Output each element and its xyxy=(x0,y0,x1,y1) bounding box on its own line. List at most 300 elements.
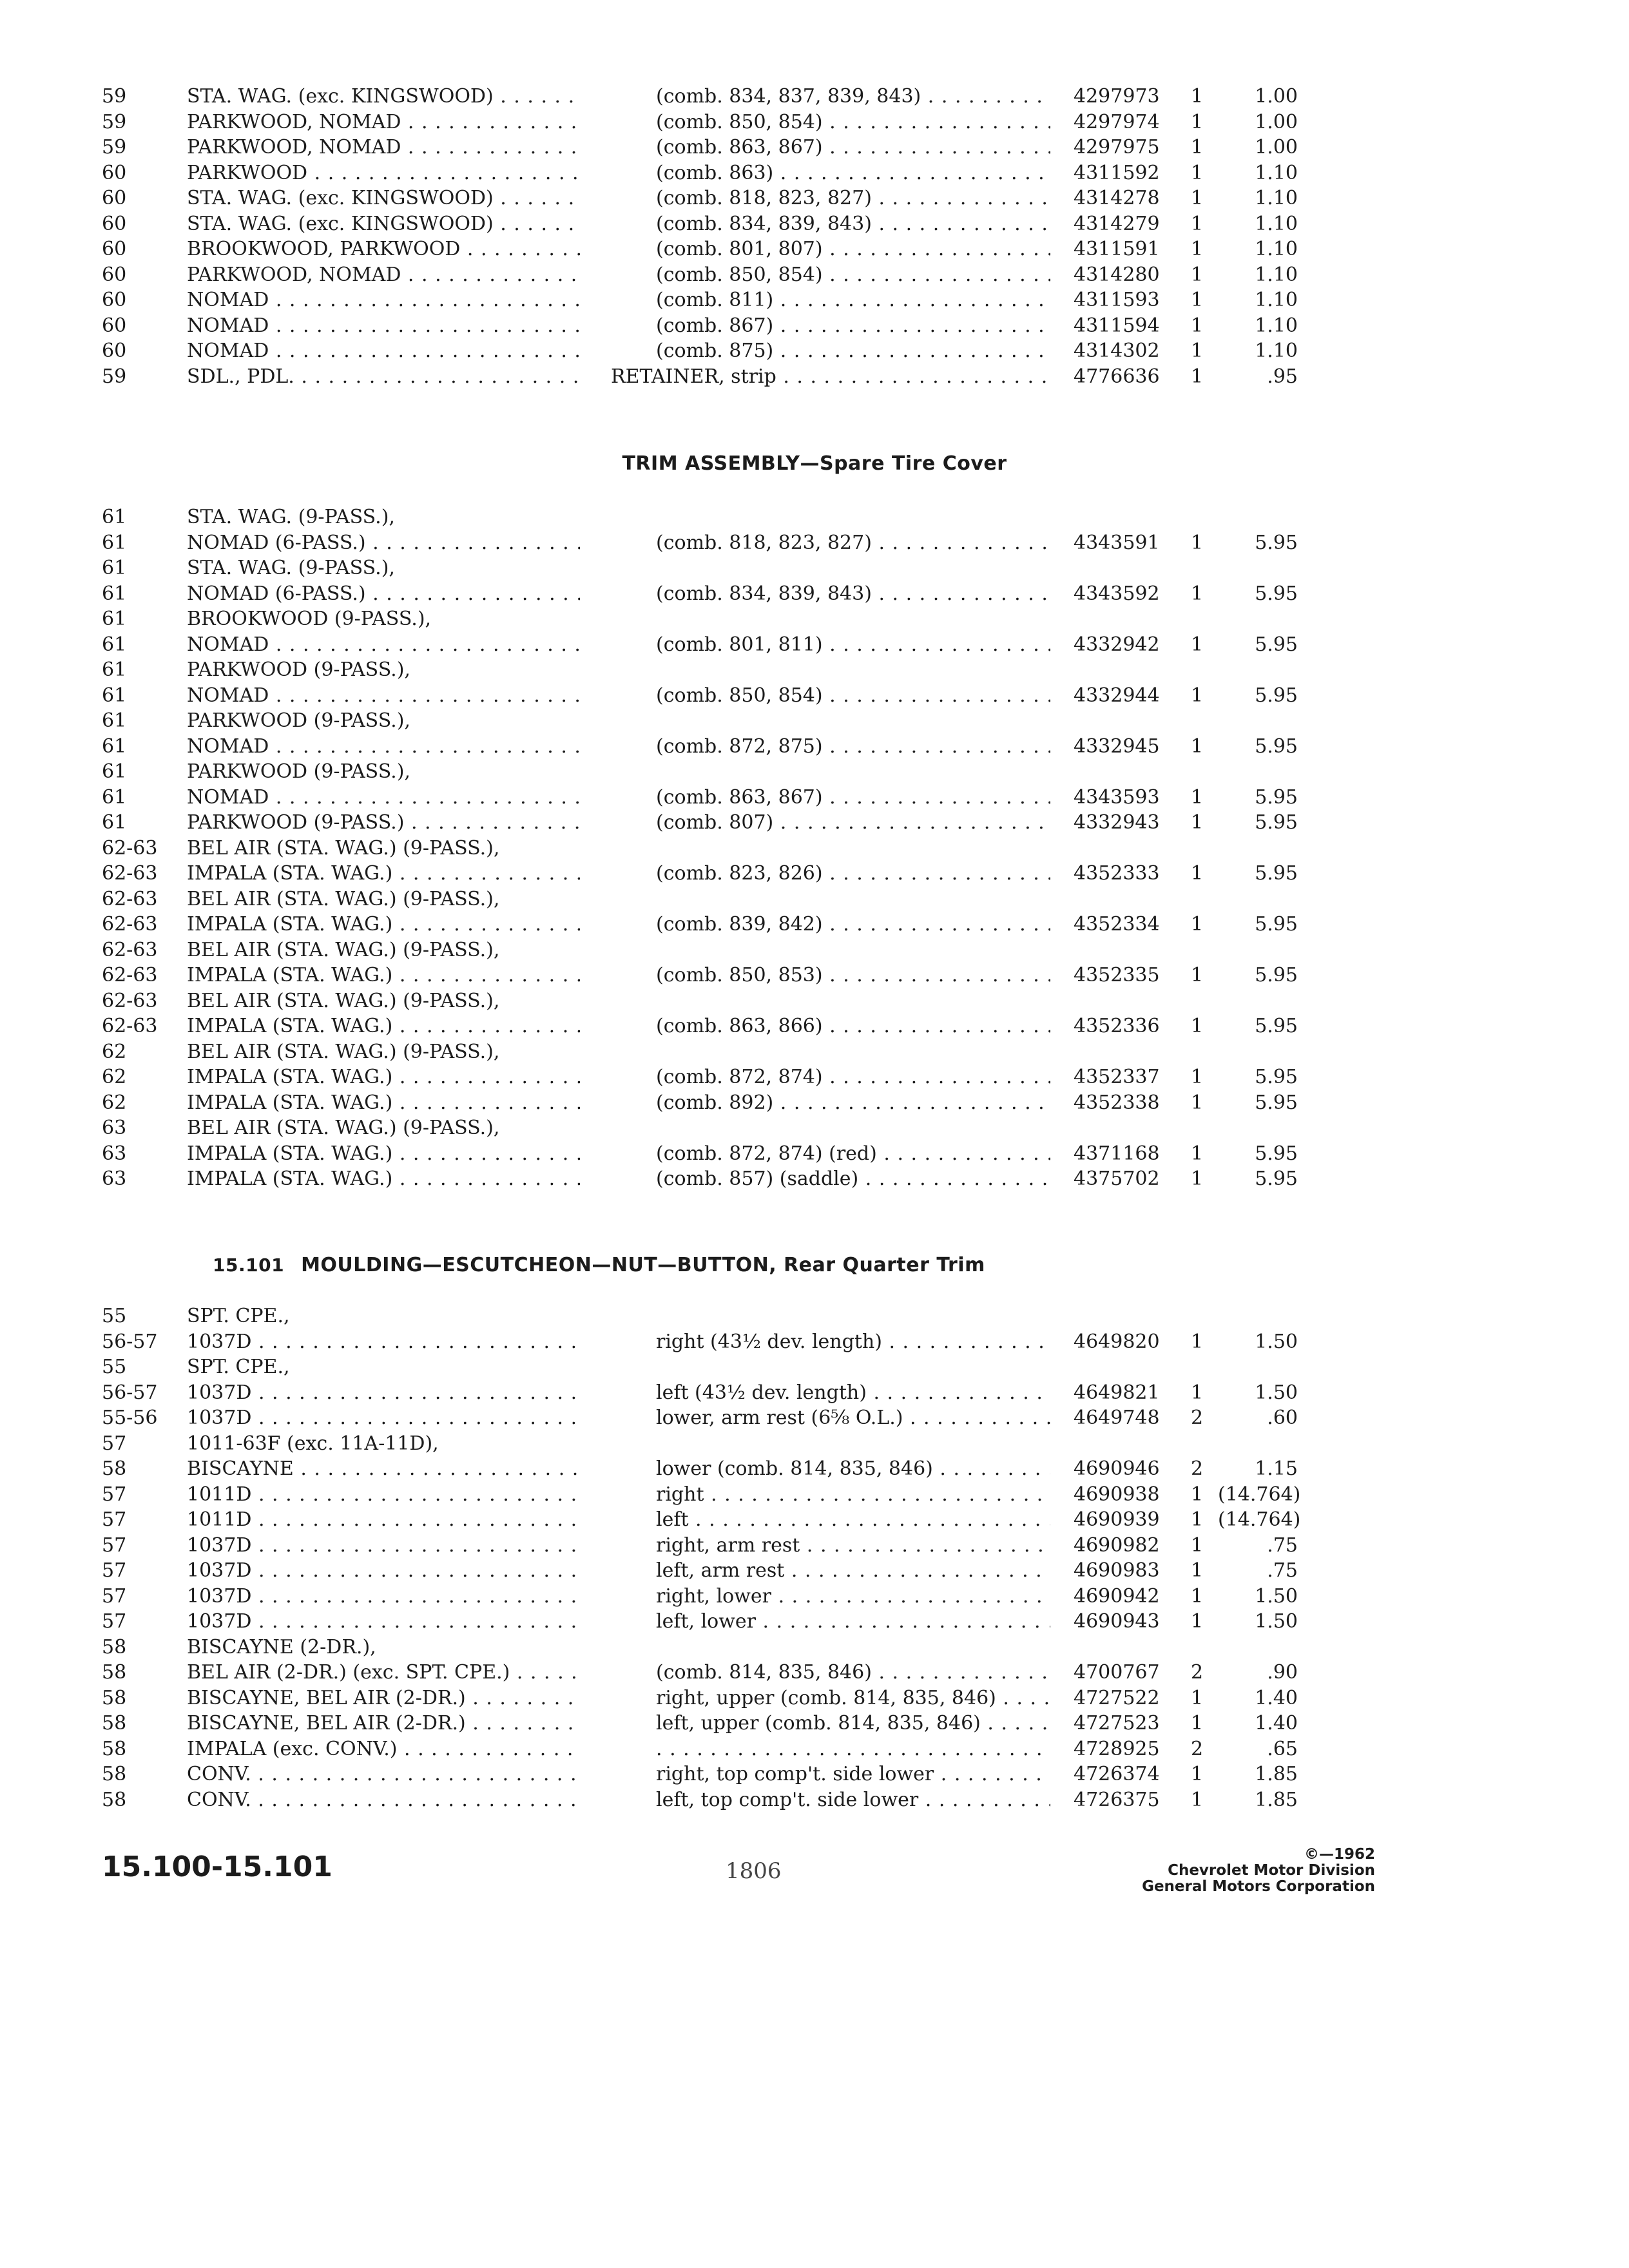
model-cell xyxy=(187,236,580,262)
quantity-cell: 1 xyxy=(1191,1533,1204,1557)
table-row xyxy=(0,1660,1629,1686)
copyright-block xyxy=(1142,1847,1375,1895)
description-cell-text: left (43½ dev. length) . . . xyxy=(656,1380,1050,1406)
part-number-cell: 4690983 xyxy=(1074,1559,1160,1582)
description-cell-text: (comb. 875) . . . xyxy=(656,338,1050,364)
description-cell-text: (comb. 814, 835, 846) . . . xyxy=(656,1660,1050,1686)
model-cell: BEL AIR (STA. WAG.) (9-PASS.), xyxy=(187,938,500,961)
quantity-cell: 1 xyxy=(1191,187,1204,209)
description-cell xyxy=(656,1533,1050,1559)
description-cell xyxy=(656,861,1050,887)
part-number-cell: 4297973 xyxy=(1074,85,1160,108)
description-cell-text: (comb. 872, 875) . . . xyxy=(656,734,1050,760)
copyright-year: ©—1962 xyxy=(1304,1846,1375,1863)
description-cell xyxy=(656,1787,1050,1813)
part-number-cell: 4690939 xyxy=(1074,1508,1160,1531)
model-cell: PARKWOOD (9-PASS.), xyxy=(187,760,410,783)
description-cell xyxy=(656,211,1050,237)
description-cell xyxy=(656,1405,1050,1431)
description-cell xyxy=(656,84,1050,110)
year-cell: 58 xyxy=(102,1763,127,1785)
part-number-cell: 4776636 xyxy=(1074,365,1160,388)
model-cell xyxy=(187,1405,580,1431)
model-cell xyxy=(187,1507,580,1533)
description-cell xyxy=(656,1584,1050,1610)
model-cell-text: SDL., PDL. . . . xyxy=(187,364,580,390)
description-cell-text: (comb. 850, 854) . . . xyxy=(656,683,1050,709)
description-cell-text: right (43½ dev. length) . . . xyxy=(656,1329,1050,1355)
year-cell: 57 xyxy=(102,1432,127,1455)
price-cell: .90 xyxy=(1267,1661,1298,1684)
model-cell-text: NOMAD . . . xyxy=(187,734,580,760)
model-cell-text: NOMAD . . . xyxy=(187,785,580,811)
part-number-cell: 4311593 xyxy=(1074,289,1160,311)
quantity-cell: 1 xyxy=(1191,785,1204,809)
model-cell-text: CONV. . . . xyxy=(187,1787,580,1813)
model-cell-text: IMPALA (exc. CONV.) . . . xyxy=(187,1736,580,1762)
table-row xyxy=(0,632,1629,658)
part-number-cell: 4297974 xyxy=(1074,110,1160,133)
model-cell: STA. WAG. (9-PASS.), xyxy=(187,557,395,579)
model-cell xyxy=(187,1329,580,1355)
price-cell: 1.50 xyxy=(1255,1330,1298,1353)
part-number-cell: 4690942 xyxy=(1074,1584,1160,1608)
part-number-cell: 4332945 xyxy=(1074,735,1160,758)
model-cell: BEL AIR (STA. WAG.) (9-PASS.), xyxy=(187,989,500,1012)
quantity-cell: 1 xyxy=(1191,1788,1204,1811)
table-row xyxy=(0,1711,1629,1736)
model-cell xyxy=(187,1787,580,1813)
description-cell-text: (comb. 872, 874) . . . xyxy=(656,1064,1050,1090)
description-cell-text xyxy=(656,1736,1050,1762)
quantity-cell: 2 xyxy=(1191,1457,1204,1480)
year-cell: 62-63 xyxy=(102,938,158,961)
description-cell xyxy=(656,683,1050,709)
part-number-cell: 4727523 xyxy=(1074,1712,1160,1735)
part-number-cell: 4311594 xyxy=(1074,314,1160,337)
quantity-cell: 1 xyxy=(1191,1330,1204,1353)
quantity-cell: 1 xyxy=(1191,811,1204,834)
table-row xyxy=(0,836,1629,861)
price-cell: 1.10 xyxy=(1255,314,1298,337)
description-cell xyxy=(656,530,1050,556)
quantity-cell: 1 xyxy=(1191,1508,1204,1531)
quantity-cell: 1 xyxy=(1191,161,1204,184)
year-cell: 57 xyxy=(102,1584,127,1608)
model-cell-text: IMPALA (STA. WAG.) . . . xyxy=(187,1141,580,1167)
quantity-cell: 1 xyxy=(1191,633,1204,656)
part-number-cell: 4332944 xyxy=(1074,684,1160,707)
copyright-division: Chevrolet Motor Division xyxy=(1168,1862,1375,1879)
year-cell: 61 xyxy=(102,582,127,605)
model-cell-text: PARKWOOD, NOMAD . . . xyxy=(187,262,580,288)
part-number-cell: 4352338 xyxy=(1074,1091,1160,1114)
description-cell xyxy=(656,262,1050,288)
table-row xyxy=(0,1039,1629,1065)
year-cell: 61 xyxy=(102,811,127,834)
model-cell: BEL AIR (STA. WAG.) (9-PASS.), xyxy=(187,1040,500,1063)
model-cell-text: BISCAYNE, BEL AIR (2-DR.) . . . xyxy=(187,1686,580,1711)
year-cell: 61 xyxy=(102,608,127,630)
table-row xyxy=(0,785,1629,811)
part-number-cell: 4371168 xyxy=(1074,1142,1160,1165)
description-cell-text: (comb. 863, 867) . . . xyxy=(656,135,1050,160)
model-cell xyxy=(187,1736,580,1762)
table-row xyxy=(0,708,1629,734)
quantity-cell: 1 xyxy=(1191,684,1204,707)
year-cell: 60 xyxy=(102,238,127,260)
description-cell xyxy=(656,1558,1050,1584)
quantity-cell: 1 xyxy=(1191,1091,1204,1114)
description-cell xyxy=(656,1507,1050,1533)
quantity-cell: 1 xyxy=(1191,913,1204,936)
year-cell: 60 xyxy=(102,289,127,311)
section-3-title: MOULDING—ESCUTCHEON—NUT—BUTTON, Rear Quarter Trim xyxy=(301,1254,985,1276)
quantity-cell: 1 xyxy=(1191,1584,1204,1608)
year-cell: 57 xyxy=(102,1559,127,1582)
description-cell-text: (comb. 834, 839, 843) . . . xyxy=(656,211,1050,237)
model-cell-text: PARKWOOD . . . xyxy=(187,160,580,186)
part-number-cell: 4343591 xyxy=(1074,531,1160,554)
quantity-cell: 1 xyxy=(1191,365,1204,388)
year-cell: 62-63 xyxy=(102,964,158,986)
model-cell xyxy=(187,581,580,607)
quantity-cell: 1 xyxy=(1191,1015,1204,1037)
description-cell xyxy=(656,1141,1050,1167)
part-number-cell: 4314279 xyxy=(1074,212,1160,235)
description-cell-text: (comb. 850, 854) . . . xyxy=(656,110,1050,135)
model-cell xyxy=(187,110,580,135)
model-cell xyxy=(187,1380,580,1406)
model-cell xyxy=(187,1686,580,1711)
part-number-cell: 4332943 xyxy=(1074,811,1160,834)
price-cell: 5.95 xyxy=(1255,633,1298,656)
model-cell xyxy=(187,338,580,364)
year-cell: 62-63 xyxy=(102,862,158,885)
page-number: 1806 xyxy=(726,1858,782,1884)
description-cell xyxy=(656,734,1050,760)
price-cell: 1.50 xyxy=(1255,1381,1298,1404)
description-cell-text: right, lower . . . xyxy=(656,1584,1050,1610)
year-cell: 58 xyxy=(102,1712,127,1735)
price-cell: (14.764) xyxy=(1218,1508,1301,1531)
model-cell-text: BEL AIR (2-DR.) (exc. SPT. CPE.) . . . xyxy=(187,1660,580,1686)
model-cell: BEL AIR (STA. WAG.) (9-PASS.), xyxy=(187,1117,500,1139)
quantity-cell: 1 xyxy=(1191,1066,1204,1088)
table-row xyxy=(0,135,1629,160)
quantity-cell: 1 xyxy=(1191,964,1204,986)
year-cell: 57 xyxy=(102,1610,127,1633)
model-cell-text: CONV. . . . xyxy=(187,1762,580,1787)
description-cell-text: (comb. 834, 837, 839, 843) . . . xyxy=(656,84,1050,110)
model-cell xyxy=(187,1711,580,1736)
part-number-cell: 4690943 xyxy=(1074,1610,1160,1633)
year-cell: 55 xyxy=(102,1305,127,1327)
model-cell-text: PARKWOOD, NOMAD . . . xyxy=(187,135,580,160)
description-cell xyxy=(611,364,1050,390)
model-cell xyxy=(187,530,580,556)
description-cell xyxy=(656,912,1050,937)
description-cell-text: lower, arm rest (6⅝ O.L.) . . . xyxy=(656,1405,1050,1431)
year-cell: 58 xyxy=(102,1788,127,1811)
model-cell-text: 1037D . . . xyxy=(187,1584,580,1610)
part-number-cell: 4728925 xyxy=(1074,1737,1160,1760)
model-cell xyxy=(187,810,580,836)
year-cell: 61 xyxy=(102,760,127,783)
table-row xyxy=(0,861,1629,887)
year-cell: 60 xyxy=(102,340,127,362)
price-cell: 1.40 xyxy=(1255,1686,1298,1709)
model-cell: 1011-63F (exc. 11A-11D), xyxy=(187,1432,439,1455)
price-cell: (14.764) xyxy=(1218,1483,1301,1506)
model-cell-text: 1037D . . . xyxy=(187,1329,580,1355)
description-cell xyxy=(656,313,1050,339)
section-2-heading: TRIM ASSEMBLY—Spare Tire Cover xyxy=(622,452,1007,475)
part-number-cell: 4332942 xyxy=(1074,633,1160,656)
model-cell xyxy=(187,1584,580,1610)
part-number-cell: 4314278 xyxy=(1074,187,1160,209)
model-cell xyxy=(187,1090,580,1116)
quantity-cell: 2 xyxy=(1191,1737,1204,1760)
description-cell-text: left, upper (comb. 814, 835, 846) . . . xyxy=(656,1711,1050,1736)
price-cell: 1.15 xyxy=(1255,1457,1298,1480)
description-cell-text: (comb. 863, 867) . . . xyxy=(656,785,1050,811)
price-cell: 5.95 xyxy=(1255,684,1298,707)
part-number-cell: 4727522 xyxy=(1074,1686,1160,1709)
quantity-cell: 1 xyxy=(1191,85,1204,108)
description-cell-text: (comb. 818, 823, 827) . . . xyxy=(656,530,1050,556)
model-cell-text: NOMAD (6-PASS.) . . . xyxy=(187,530,580,556)
description-cell xyxy=(656,110,1050,135)
year-cell: 63 xyxy=(102,1168,127,1190)
part-number-cell: 4690982 xyxy=(1074,1533,1160,1557)
description-cell-text: (comb. 839, 842) . . . xyxy=(656,912,1050,937)
description-cell-text: left, arm rest . . . xyxy=(656,1558,1050,1584)
quantity-cell: 1 xyxy=(1191,1381,1204,1404)
model-cell: SPT. CPE., xyxy=(187,1305,290,1327)
model-cell xyxy=(187,1166,580,1192)
description-cell xyxy=(656,1380,1050,1406)
year-cell: 62 xyxy=(102,1040,127,1063)
part-number-cell: 4352334 xyxy=(1074,913,1160,936)
price-cell: 1.85 xyxy=(1255,1763,1298,1785)
description-cell-text: (comb. 892) . . . xyxy=(656,1090,1050,1116)
model-cell xyxy=(187,1558,580,1584)
price-cell: 5.95 xyxy=(1255,1015,1298,1037)
model-cell-text: 1037D . . . xyxy=(187,1405,580,1431)
description-cell-text: (comb. 807) . . . xyxy=(656,810,1050,836)
year-cell: 60 xyxy=(102,161,127,184)
price-cell: 1.10 xyxy=(1255,161,1298,184)
quantity-cell: 1 xyxy=(1191,582,1204,605)
model-cell xyxy=(187,262,580,288)
model-cell-text: 1011D . . . xyxy=(187,1482,580,1508)
table-row xyxy=(0,912,1629,937)
year-cell: 61 xyxy=(102,735,127,758)
table-row xyxy=(0,1141,1629,1167)
price-cell: 1.10 xyxy=(1255,340,1298,362)
description-cell-text: (comb. 850, 854) . . . xyxy=(656,262,1050,288)
description-cell-text: RETAINER, strip . . . xyxy=(611,364,1050,390)
model-cell-text: IMPALA (STA. WAG.) . . . xyxy=(187,1166,580,1192)
price-cell: .65 xyxy=(1267,1737,1298,1760)
description-cell-text: (comb. 863) . . . xyxy=(656,160,1050,186)
model-cell xyxy=(187,1014,580,1039)
table-row xyxy=(0,1635,1629,1660)
model-cell xyxy=(187,211,580,237)
table-row xyxy=(0,1533,1629,1559)
model-cell xyxy=(187,1482,580,1508)
model-cell-text: STA. WAG. (exc. KINGSWOOD) . . . xyxy=(187,84,580,110)
price-cell: 5.95 xyxy=(1255,785,1298,809)
year-cell: 60 xyxy=(102,263,127,286)
part-number-cell: 4726374 xyxy=(1074,1763,1160,1785)
description-cell-text: (comb. 818, 823, 827) . . . xyxy=(656,186,1050,211)
table-row xyxy=(0,530,1629,556)
description-cell xyxy=(656,287,1050,313)
table-row xyxy=(0,887,1629,912)
year-cell: 61 xyxy=(102,684,127,707)
year-cell: 58 xyxy=(102,1737,127,1760)
description-cell xyxy=(656,1686,1050,1711)
part-number-cell: 4649821 xyxy=(1074,1381,1160,1404)
model-cell xyxy=(187,364,580,390)
part-number-cell: 4700767 xyxy=(1074,1661,1160,1684)
price-cell: 1.10 xyxy=(1255,289,1298,311)
table-row xyxy=(0,1558,1629,1584)
model-cell-text: 1037D . . . xyxy=(187,1533,580,1559)
model-cell-text: BISCAYNE . . . xyxy=(187,1456,580,1482)
part-number-cell: 4352333 xyxy=(1074,862,1160,885)
year-cell: 58 xyxy=(102,1661,127,1684)
price-cell: 1.85 xyxy=(1255,1788,1298,1811)
section-3-number: 15.101 xyxy=(213,1254,285,1276)
model-cell-text: NOMAD (6-PASS.) . . . xyxy=(187,581,580,607)
table-row xyxy=(0,313,1629,339)
table-row xyxy=(0,287,1629,313)
model-cell-text: IMPALA (STA. WAG.) . . . xyxy=(187,1064,580,1090)
price-cell: .95 xyxy=(1267,365,1298,388)
quantity-cell: 1 xyxy=(1191,1168,1204,1190)
year-cell: 62-63 xyxy=(102,989,158,1012)
model-cell xyxy=(187,683,580,709)
model-cell-text: IMPALA (STA. WAG.) . . . xyxy=(187,963,580,988)
model-cell xyxy=(187,186,580,211)
table-row xyxy=(0,759,1629,785)
description-cell-text: (comb. 811) . . . xyxy=(656,287,1050,313)
table-row xyxy=(0,1405,1629,1431)
model-cell-text: NOMAD . . . xyxy=(187,287,580,313)
price-cell: .75 xyxy=(1267,1533,1298,1557)
quantity-cell: 1 xyxy=(1191,1610,1204,1633)
quantity-cell: 2 xyxy=(1191,1407,1204,1429)
description-cell xyxy=(656,1014,1050,1039)
section-3-heading xyxy=(213,1254,985,1276)
quantity-cell: 1 xyxy=(1191,340,1204,362)
part-number-cell: 4649748 xyxy=(1074,1407,1160,1429)
description-cell xyxy=(656,1456,1050,1482)
model-cell: STA. WAG. (9-PASS.), xyxy=(187,506,395,528)
price-cell: .75 xyxy=(1267,1559,1298,1582)
price-cell: 1.00 xyxy=(1255,110,1298,133)
description-cell-text: left . . . xyxy=(656,1507,1050,1533)
year-cell: 61 xyxy=(102,506,127,528)
description-cell xyxy=(656,1064,1050,1090)
price-cell: 1.50 xyxy=(1255,1584,1298,1608)
model-cell-text: BISCAYNE, BEL AIR (2-DR.) . . . xyxy=(187,1711,580,1736)
description-cell xyxy=(656,1090,1050,1116)
price-cell: 1.10 xyxy=(1255,187,1298,209)
table-row xyxy=(0,683,1629,709)
part-number-cell: 4343592 xyxy=(1074,582,1160,605)
model-cell xyxy=(187,1141,580,1167)
price-cell: 1.40 xyxy=(1255,1712,1298,1735)
year-cell: 61 xyxy=(102,785,127,809)
price-cell: 5.95 xyxy=(1255,1091,1298,1114)
description-cell xyxy=(656,1329,1050,1355)
model-cell xyxy=(187,313,580,339)
year-cell: 56-57 xyxy=(102,1381,158,1404)
table-row xyxy=(0,1014,1629,1039)
quantity-cell: 2 xyxy=(1191,1661,1204,1684)
year-cell: 63 xyxy=(102,1142,127,1165)
price-cell: 5.95 xyxy=(1255,1168,1298,1190)
model-cell-text: 1011D . . . xyxy=(187,1507,580,1533)
description-cell xyxy=(656,186,1050,211)
year-cell: 58 xyxy=(102,1686,127,1709)
model-cell xyxy=(187,1064,580,1090)
model-cell-text: IMPALA (STA. WAG.) . . . xyxy=(187,1014,580,1039)
year-cell: 61 xyxy=(102,709,127,732)
year-cell: 60 xyxy=(102,314,127,337)
part-number-cell: 4343593 xyxy=(1074,785,1160,809)
model-cell-text: 1037D . . . xyxy=(187,1609,580,1635)
description-cell xyxy=(656,963,1050,988)
year-cell: 62-63 xyxy=(102,836,158,860)
description-cell-text: right, upper (comb. 814, 835, 846) . . . xyxy=(656,1686,1050,1711)
table-row xyxy=(0,211,1629,237)
year-cell: 59 xyxy=(102,110,127,133)
quantity-cell: 1 xyxy=(1191,1686,1204,1709)
table-row xyxy=(0,1329,1629,1355)
description-cell xyxy=(656,338,1050,364)
description-cell-text: (comb. 823, 826) . . . xyxy=(656,861,1050,887)
description-cell-text: (comb. 863, 866) . . . xyxy=(656,1014,1050,1039)
price-cell: 5.95 xyxy=(1255,811,1298,834)
description-cell xyxy=(656,785,1050,811)
table-row xyxy=(0,581,1629,607)
part-number-cell: 4352336 xyxy=(1074,1015,1160,1037)
model-cell xyxy=(187,734,580,760)
description-cell xyxy=(656,632,1050,658)
table-row xyxy=(0,505,1629,530)
model-cell-text: NOMAD . . . xyxy=(187,632,580,658)
model-cell: PARKWOOD (9-PASS.), xyxy=(187,658,410,681)
year-cell: 61 xyxy=(102,658,127,681)
year-cell: 56-57 xyxy=(102,1330,158,1353)
table-row xyxy=(0,1787,1629,1813)
table-row xyxy=(0,1584,1629,1610)
description-cell-text: right, arm rest . . . xyxy=(656,1533,1050,1559)
description-cell-text: (comb. 872, 874) (red) . . . xyxy=(656,1141,1050,1167)
description-cell-text: (comb. 850, 853) . . . xyxy=(656,963,1050,988)
table-row xyxy=(0,84,1629,110)
table-row xyxy=(0,262,1629,288)
model-cell: BEL AIR (STA. WAG.) (9-PASS.), xyxy=(187,836,500,860)
price-cell: 1.00 xyxy=(1255,85,1298,108)
price-cell: 5.95 xyxy=(1255,1066,1298,1088)
year-cell: 61 xyxy=(102,557,127,579)
